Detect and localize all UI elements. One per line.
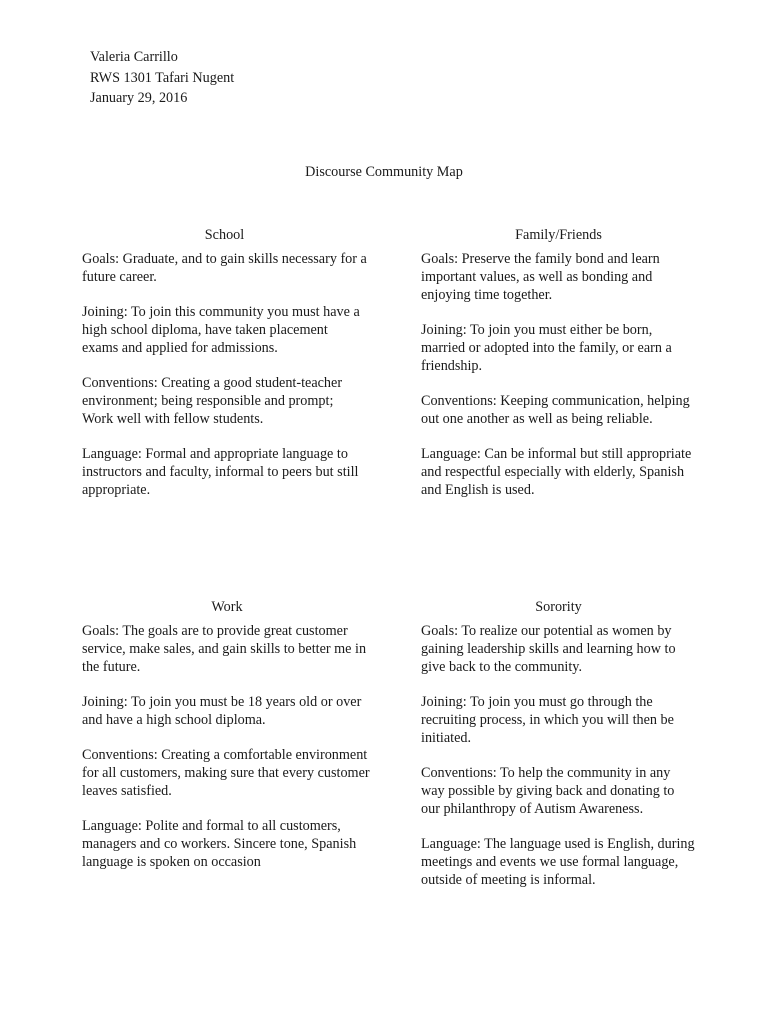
goals-paragraph: Goals: The goals are to provide great customer service, make sales, and gain skills to better me in the future.	[82, 623, 367, 675]
language-paragraph: Language: Can be informal but still appropriate and respectful especially with elderly, Spanish and English is used.	[421, 446, 692, 498]
joining-paragraph: Joining: To join you must go through the recruiting process, in which you will then be initiated.	[421, 694, 674, 746]
section-sorority	[421, 598, 696, 906]
goals-paragraph: Goals: Preserve the family bond and learn important values, as well as bonding and enjoying time together.	[421, 251, 660, 303]
author-name: Valeria Carrillo	[90, 49, 178, 65]
section-heading: Work	[211, 599, 243, 615]
page-title: Discourse Community Map	[305, 164, 463, 180]
goals-paragraph: Goals: To realize our potential as women by gaining leadership skills and learning how to give back to the community.	[421, 623, 676, 675]
goals-paragraph: Goals: Graduate, and to gain skills necessary for a future career.	[82, 251, 367, 285]
course-info: RWS 1301 Tafari Nugent	[90, 69, 235, 86]
section-school	[82, 226, 367, 516]
section-family-friends	[421, 226, 696, 516]
section-heading: Family/Friends	[515, 227, 602, 243]
joining-paragraph: Joining: To join this community you must have a high school diploma, have taken placement exams and applied for admissions.	[82, 304, 360, 356]
conventions-paragraph: Conventions: Creating a good student-teacher environment; being responsible and prompt; Work well with fellow students.	[82, 375, 343, 427]
section-heading: Sorority	[535, 599, 582, 615]
joining-paragraph: Joining: To join you must be 18 years old or over and have a high school diploma.	[82, 694, 362, 728]
section-heading: School	[204, 227, 245, 243]
language-paragraph: Language: The language used is English, during meetings and events we use formal language, outside of meeting is informal.	[421, 836, 695, 888]
document-date: January 29, 2016	[90, 90, 188, 106]
language-paragraph: Language: Polite and formal to all customers, managers and co workers. Sincere tone, Spanish language is spoken on occasion	[82, 818, 357, 870]
language-paragraph: Language: Formal and appropriate language to instructors and faculty, informal to peers but still appropriate.	[82, 446, 359, 498]
document-header	[90, 47, 234, 109]
conventions-paragraph: Conventions: Keeping communication, helping out one another as well as being reliable.	[421, 393, 690, 427]
conventions-paragraph: Conventions: To help the community in any way possible by giving back and donating to our philanthropy of Autism Awareness.	[421, 765, 675, 817]
joining-paragraph: Joining: To join you must either be born, married or adopted into the family, or earn a friendship.	[421, 322, 672, 374]
conventions-paragraph: Conventions: Creating a comfortable environment for all customers, making sure that every customer leaves satisfied.	[82, 747, 370, 799]
section-work	[82, 598, 372, 888]
